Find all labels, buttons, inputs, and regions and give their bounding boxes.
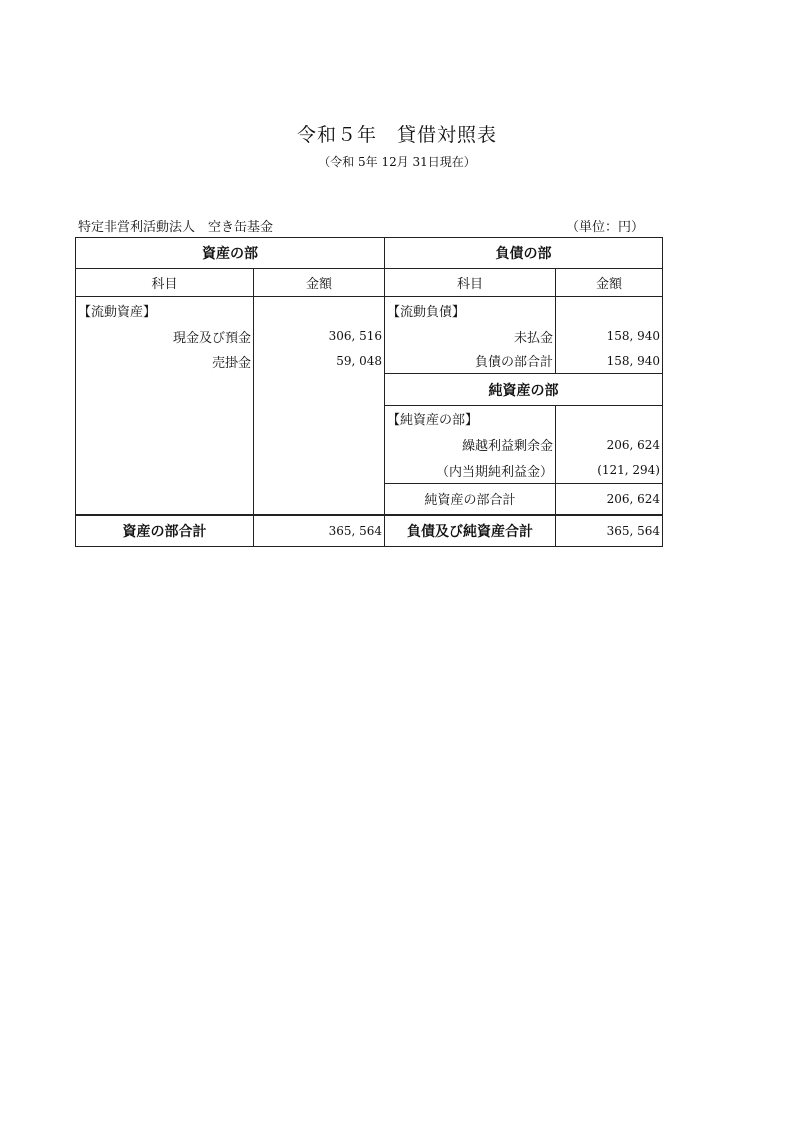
liability-item-amount: 158, 940 (556, 324, 663, 349)
empty-cell (76, 406, 254, 432)
empty-cell (76, 374, 254, 406)
net-assets-subtotal-amount: 206, 624 (556, 484, 663, 515)
assets-total-amount: 365, 564 (254, 515, 385, 547)
document-title: 令和５年 貸借対照表 (296, 124, 497, 146)
document-date: （令和 5年 12月 31日現在） (318, 155, 476, 169)
empty-cell (254, 374, 385, 406)
net-asset-item-amount: (121, 294) (556, 458, 663, 484)
asset-item-amount: 306, 516 (254, 324, 385, 349)
net-assets-section-header: 純資産の部 (385, 374, 663, 406)
empty-cell (76, 484, 254, 515)
assets-col-item: 科目 (76, 269, 254, 297)
empty-cell (254, 432, 385, 458)
liabilities-subtotal-amount: 158, 940 (556, 349, 663, 374)
net-asset-item-label: 繰越利益剰余金 (385, 432, 556, 458)
grand-total-label: 負債及び純資産合計 (385, 515, 556, 547)
liability-item-label: 未払金 (385, 324, 556, 349)
net-assets-subtotal-label: 純資産の部合計 (385, 484, 556, 515)
empty-cell (76, 458, 254, 484)
assets-group-amount (254, 297, 385, 324)
empty-cell (556, 406, 663, 432)
net-assets-group-label: 【純資産の部】 (385, 406, 556, 432)
assets-section-header: 資産の部 (76, 238, 385, 269)
empty-cell (254, 458, 385, 484)
liabilities-subtotal-label: 負債の部合計 (385, 349, 556, 374)
asset-item-label: 売掛金 (76, 349, 254, 374)
empty-cell (76, 432, 254, 458)
net-asset-item-amount: 206, 624 (556, 432, 663, 458)
liabilities-col-amount: 金額 (556, 269, 663, 297)
liabilities-section-header: 負債の部 (385, 238, 663, 269)
assets-total-label: 資産の部合計 (76, 515, 254, 547)
organization-name: 特定非営利活動法人 空き缶基金 (78, 220, 274, 235)
liabilities-col-item: 科目 (385, 269, 556, 297)
empty-cell (254, 406, 385, 432)
unit-label: （単位：円） (566, 220, 645, 235)
liabilities-group-label: 【流動負債】 (385, 297, 556, 324)
assets-col-amount: 金額 (254, 269, 385, 297)
assets-group-label: 【流動資産】 (76, 297, 254, 324)
empty-cell (254, 484, 385, 515)
asset-item-label: 現金及び預金 (76, 324, 254, 349)
net-asset-item-label: （内当期純利益金） (385, 458, 556, 484)
liabilities-group-amount (556, 297, 663, 324)
grand-total-amount: 365, 564 (556, 515, 663, 547)
asset-item-amount: 59, 048 (254, 349, 385, 374)
balance-sheet-table (75, 237, 663, 547)
